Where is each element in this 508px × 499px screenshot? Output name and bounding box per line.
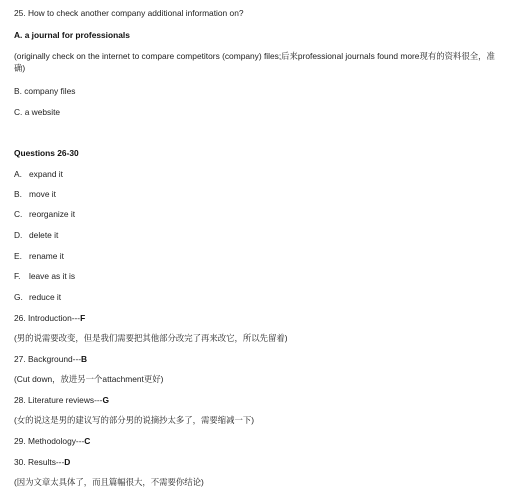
option-text: rename it	[29, 251, 64, 261]
answer-letter: F	[80, 313, 86, 323]
option-c-25: C. a website	[14, 107, 61, 117]
option-item	[14, 208, 502, 220]
option-letter: A.	[14, 169, 22, 179]
answer-label: 26. Introduction---	[14, 313, 81, 323]
option-b-25: B. company files	[14, 86, 76, 96]
section-title: Questions 26-30	[14, 148, 79, 158]
answer-30	[14, 456, 502, 468]
answer-30-note: (因为文章太具体了，而且篇幅很大，不需要你结论)	[14, 477, 204, 487]
answer-28-note: (女的说这是男的建议写的部分男的说摘抄太多了，需要缩减一下)	[14, 415, 255, 425]
option-item	[14, 168, 502, 180]
option-item	[14, 270, 502, 282]
option-text: delete it	[29, 230, 59, 240]
option-text: move it	[29, 189, 56, 199]
answer-28	[14, 394, 502, 406]
option-item	[14, 229, 502, 241]
answer-27	[14, 353, 502, 365]
option-item	[14, 188, 502, 200]
option-item	[14, 291, 502, 303]
answer-letter: D	[64, 457, 71, 467]
option-letter: D.	[14, 230, 23, 240]
answer-29	[14, 435, 502, 447]
option-text: reduce it	[29, 292, 62, 302]
option-letter: F.	[14, 271, 21, 281]
option-item	[14, 250, 502, 262]
answer-25: A. a journal for professionals	[14, 30, 130, 40]
answer-26-note: (男的说需要改变，但是我们需要把其他部分改完了再来改它，所以先留着)	[14, 333, 288, 343]
answer-26	[14, 312, 502, 324]
answer-label: 28. Literature reviews---	[14, 395, 103, 405]
option-letter: C.	[14, 209, 23, 219]
answer-27-note: (Cut down，放进另一个attachment更好)	[14, 374, 164, 384]
option-text: leave as it is	[29, 271, 76, 281]
option-text: expand it	[29, 169, 63, 179]
option-letter: G.	[14, 292, 23, 302]
answer-letter: G	[102, 395, 109, 405]
option-letter: E.	[14, 251, 22, 261]
question-25: 25. How to check another company additional information on?	[14, 8, 244, 18]
note-25: (originally check on the internet to compare competitors (company) files;后来professional journals found more现有的资料很全，准确)	[14, 51, 495, 73]
option-text: reorganize it	[29, 209, 76, 219]
answer-label: 29. Methodology---	[14, 436, 85, 446]
option-letter: B.	[14, 189, 22, 199]
answer-label: 27. Background---	[14, 354, 82, 364]
answer-label: 30. Results---	[14, 457, 65, 467]
answer-letter: B	[81, 354, 88, 364]
answer-letter: C	[84, 436, 91, 446]
